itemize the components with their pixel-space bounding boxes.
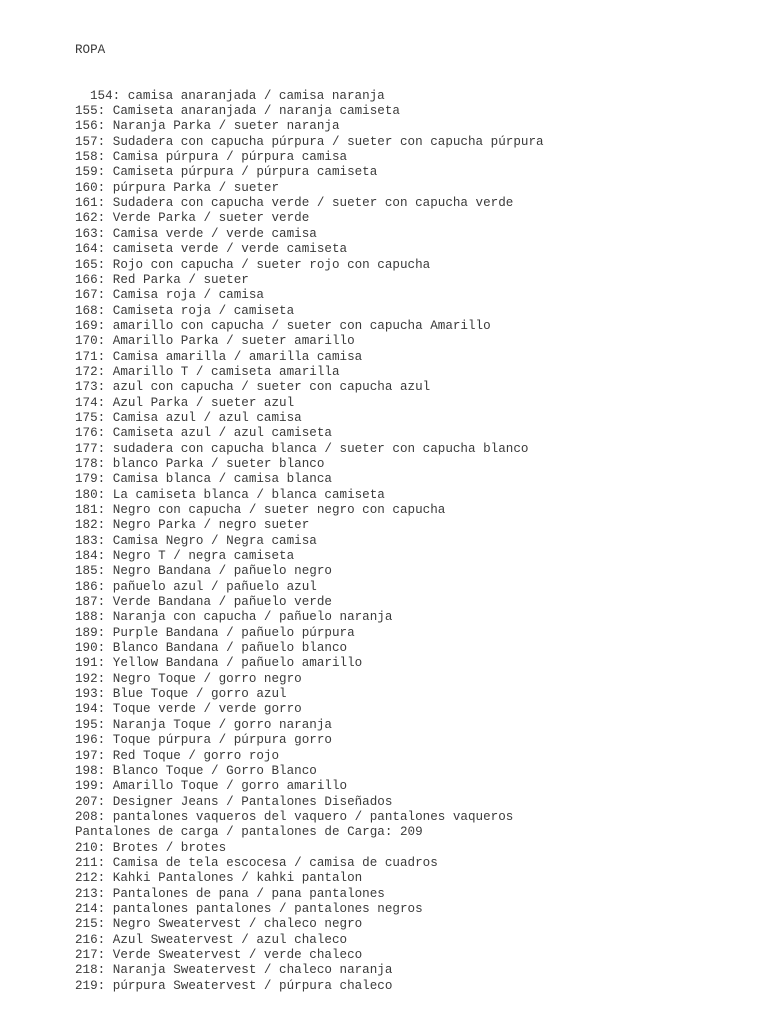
- list-item: 175: Camisa azul / azul camisa: [75, 410, 302, 425]
- list-item: 210: Brotes / brotes: [75, 840, 227, 855]
- list-item: 155: Camiseta anaranjada / naranja camiseta: [75, 104, 400, 119]
- list-item: 187: Verde Bandana / pañuelo verde: [75, 595, 332, 610]
- list-item: 166: Red Parka / sueter: [75, 272, 249, 287]
- list-item: 172: Amarillo T / camiseta amarilla: [75, 364, 340, 379]
- list-item: 216: Azul Sweatervest / azul chaleco: [75, 932, 348, 947]
- list-item: 183: Camisa Negro / Negra camisa: [75, 533, 317, 548]
- list-item: 196: Toque púrpura / púrpura gorro: [75, 733, 332, 748]
- list-item: 174: Azul Parka / sueter azul: [75, 395, 295, 410]
- list-item: 199: Amarillo Toque / gorro amarillo: [75, 779, 348, 794]
- list-item: 159: Camiseta púrpura / púrpura camiseta: [75, 165, 378, 180]
- list-item: 195: Naranja Toque / gorro naranja: [75, 717, 332, 732]
- list-item: 211: Camisa de tela escocesa / camisa de cuadros: [75, 855, 438, 870]
- document-body: [75, 12, 544, 1009]
- list-item: 207: Designer Jeans / Pantalones Diseñados: [75, 794, 393, 809]
- list-item: 165: Rojo con capucha / sueter rojo con capucha: [75, 257, 431, 272]
- item-list: [75, 89, 544, 994]
- list-item: 194: Toque verde / verde gorro: [75, 702, 302, 717]
- list-item: 160: púrpura Parka / sueter: [75, 180, 280, 195]
- list-item: 164: camiseta verde / verde camiseta: [75, 242, 348, 257]
- list-item: 191: Yellow Bandana / pañuelo amarillo: [75, 656, 363, 671]
- list-item: 208: pantalones vaqueros del vaquero / pantalones vaqueros: [75, 809, 514, 824]
- list-item: 170: Amarillo Parka / sueter amarillo: [75, 334, 355, 349]
- list-item: 158: Camisa púrpura / púrpura camisa: [75, 150, 348, 165]
- list-item: 161: Sudadera con capucha verde / sueter con capucha verde: [75, 196, 514, 211]
- list-item: 162: Verde Parka / sueter verde: [75, 211, 310, 226]
- list-item: 163: Camisa verde / verde camisa: [75, 226, 317, 241]
- list-item: 167: Camisa roja / camisa: [75, 288, 264, 303]
- list-item: 215: Negro Sweatervest / chaleco negro: [75, 917, 363, 932]
- list-item: 193: Blue Toque / gorro azul: [75, 687, 287, 702]
- list-item: 185: Negro Bandana / pañuelo negro: [75, 564, 332, 579]
- list-item: 197: Red Toque / gorro rojo: [75, 748, 280, 763]
- list-item: 192: Negro Toque / gorro negro: [75, 671, 302, 686]
- list-item: 214: pantalones pantalones / pantalones negros: [75, 901, 423, 916]
- list-item: 184: Negro T / negra camiseta: [75, 549, 295, 564]
- list-item: 171: Camisa amarilla / amarilla camisa: [75, 349, 363, 364]
- list-item: 173: azul con capucha / sueter con capucha azul: [75, 380, 431, 395]
- list-item: 219: púrpura Sweatervest / púrpura chaleco: [75, 978, 393, 993]
- list-item: 189: Purple Bandana / pañuelo púrpura: [75, 625, 355, 640]
- list-item: 168: Camiseta roja / camiseta: [75, 303, 295, 318]
- list-item: 190: Blanco Bandana / pañuelo blanco: [75, 641, 348, 656]
- list-item: 212: Kahki Pantalones / kahki pantalon: [75, 871, 363, 886]
- list-item: 186: pañuelo azul / pañuelo azul: [75, 579, 317, 594]
- list-item: 178: blanco Parka / sueter blanco: [75, 456, 325, 471]
- list-item: 176: Camiseta azul / azul camiseta: [75, 426, 332, 441]
- list-item: 181: Negro con capucha / sueter negro con capucha: [75, 503, 446, 517]
- list-item: 217: Verde Sweatervest / verde chaleco: [75, 947, 363, 962]
- list-item: 154: camisa anaranjada / camisa naranja: [90, 88, 385, 103]
- list-item: 188: Naranja con capucha / pañuelo naranja: [75, 610, 393, 625]
- list-item: 157: Sudadera con capucha púrpura / sueter con capucha púrpura: [75, 134, 544, 149]
- list-item: 177: sudadera con capucha blanca / sueter con capucha blanco: [75, 441, 529, 456]
- list-item: 156: Naranja Parka / sueter naranja: [75, 119, 340, 134]
- list-item: 180: La camiseta blanca / blanca camiseta: [75, 487, 385, 502]
- list-item: 213: Pantalones de pana / pana pantalones: [75, 886, 385, 901]
- list-item: Pantalones de carga / pantalones de Carga: 209: [75, 825, 423, 840]
- list-item: 198: Blanco Toque / Gorro Blanco: [75, 763, 317, 778]
- list-item: 182: Negro Parka / negro sueter: [75, 518, 310, 533]
- list-item: 218: Naranja Sweatervest / chaleco naranja: [75, 963, 393, 978]
- section-heading: ROPA: [75, 42, 106, 57]
- list-item: 179: Camisa blanca / camisa blanca: [75, 472, 332, 487]
- list-item: 169: amarillo con capucha / sueter con capucha Amarillo: [75, 318, 491, 333]
